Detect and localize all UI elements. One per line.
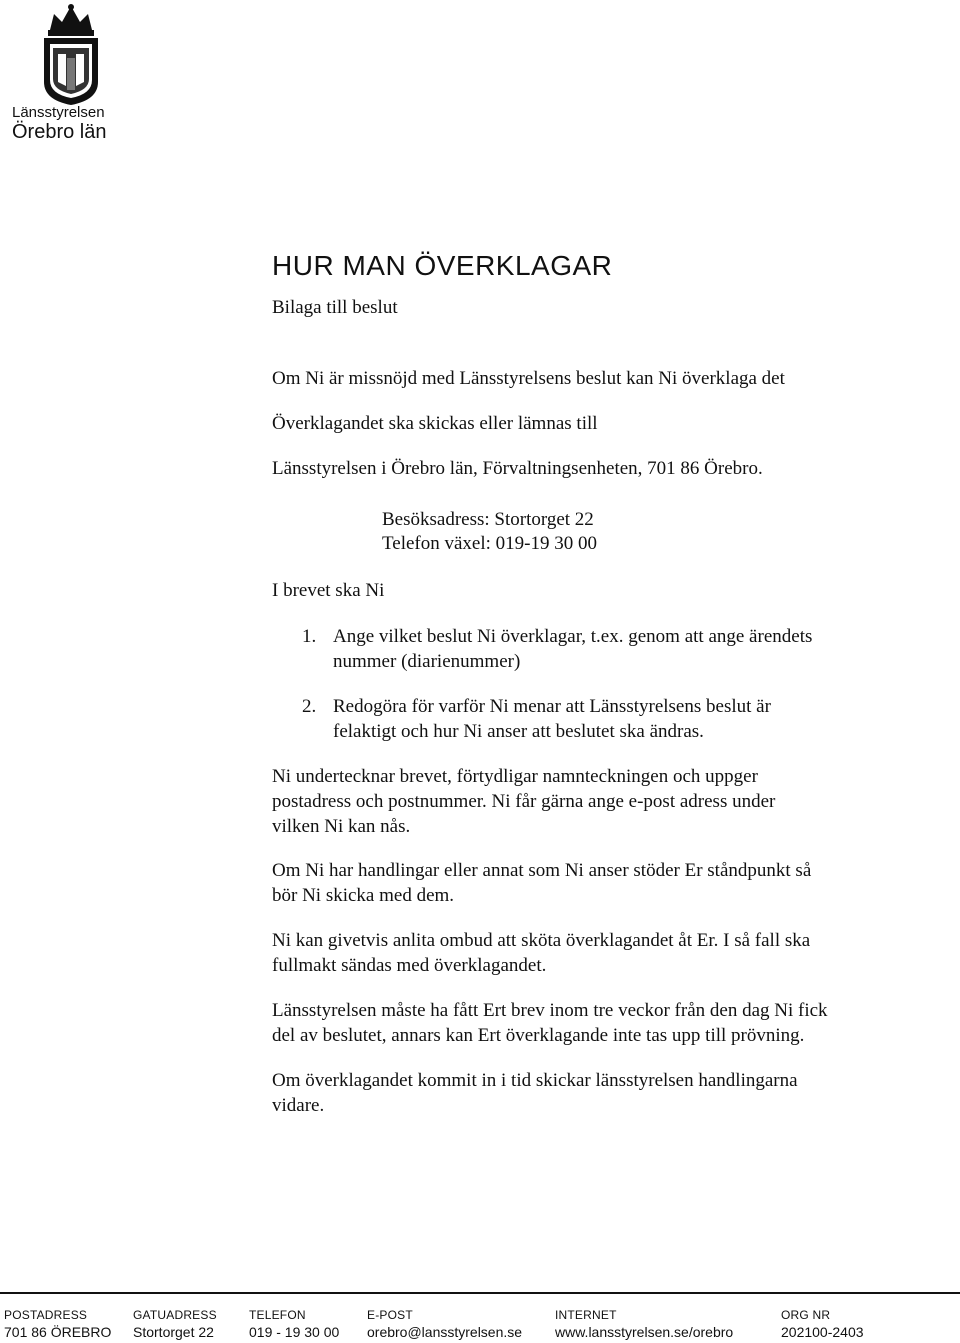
paragraph-line: Länsstyrelsen måste ha fått Ert brev inom tre veckor från den dag Ni fick bbox=[272, 1000, 828, 1021]
list-item bbox=[302, 694, 771, 744]
paragraph-line: del av beslutet, annars kan Ert överklagande inte tas upp till prövning. bbox=[272, 1025, 805, 1046]
paragraph-line: vidare. bbox=[272, 1095, 325, 1116]
footer-label: ORG NR bbox=[781, 1308, 831, 1322]
paragraph-line: Om överklagandet kommit in i tid skickar länsstyrelsen handlingarna bbox=[272, 1070, 798, 1091]
list-item-line: felaktigt och hur Ni anser att beslutet ska ändras. bbox=[333, 721, 704, 742]
list-item-line: nummer (diarienummer) bbox=[333, 651, 521, 672]
footer-value: 202100-2403 bbox=[781, 1324, 864, 1340]
document-title: HUR MAN ÖVERKLAGAR bbox=[272, 250, 613, 281]
footer-postal-address bbox=[4, 1308, 111, 1340]
document-subtitle: Bilaga till beslut bbox=[272, 297, 398, 318]
list-item bbox=[302, 624, 812, 674]
letter-intro: I brevet ska Ni bbox=[272, 580, 385, 601]
paragraph-documents bbox=[272, 858, 811, 908]
paragraph-line: bör Ni skicka med dem. bbox=[272, 885, 455, 906]
paragraph-line: postadress och postnummer. Ni får gärna ange e-post adress under bbox=[272, 791, 776, 812]
paragraph-deadline bbox=[272, 998, 828, 1048]
paragraph-line: Ni kan givetvis anlita ombud att sköta överklagandet åt Er. I så fall ska bbox=[272, 930, 811, 951]
org-name-line1: Länsstyrelsen bbox=[12, 104, 105, 121]
footer-label: E-POST bbox=[367, 1308, 413, 1322]
footer-divider bbox=[0, 1292, 960, 1294]
footer-org-number bbox=[781, 1308, 864, 1340]
coat-of-arms-icon bbox=[36, 2, 106, 106]
paragraph-signature bbox=[272, 764, 775, 839]
paragraph-line: fullmakt sändas med överklagandet. bbox=[272, 955, 547, 976]
paragraph-line: Om Ni har handlingar eller annat som Ni anser stöder Er ståndpunkt så bbox=[272, 860, 812, 881]
paragraph-line: Ni undertecknar brevet, förtydligar namnteckningen och uppger bbox=[272, 766, 758, 787]
org-name-line2: Örebro län bbox=[12, 121, 107, 144]
organization-name bbox=[12, 104, 107, 144]
recipient-address: Länsstyrelsen i Örebro län, Förvaltningsenheten, 701 86 Örebro. bbox=[272, 458, 763, 479]
footer-label: TELEFON bbox=[249, 1308, 306, 1322]
footer-email bbox=[367, 1308, 522, 1340]
footer-street-address bbox=[133, 1308, 217, 1340]
footer-label: INTERNET bbox=[555, 1308, 617, 1322]
list-number: 1. bbox=[302, 626, 317, 647]
paragraph-line: vilken Ni kan nås. bbox=[272, 816, 411, 837]
phone-number: Telefon växel: 019-19 30 00 bbox=[382, 533, 598, 554]
footer-label: GATUADRESS bbox=[133, 1308, 217, 1322]
visit-address: Besöksadress: Stortorget 22 bbox=[382, 509, 594, 530]
list-number: 2. bbox=[302, 696, 317, 717]
send-to-text: Överklagandet ska skickas eller lämnas till bbox=[272, 413, 598, 434]
list-item-line: Redogöra för varför Ni menar att Länsstyrelsens beslut är bbox=[333, 696, 771, 717]
footer-phone bbox=[249, 1308, 339, 1340]
footer-label: POSTADRESS bbox=[4, 1308, 88, 1322]
list-item-line: Ange vilket beslut Ni överklagar, t.ex. genom att ange ärendets bbox=[333, 626, 813, 647]
footer-value: 019 - 19 30 00 bbox=[249, 1324, 340, 1340]
footer-value: www.lansstyrelsen.se/orebro bbox=[555, 1324, 734, 1340]
footer-website bbox=[555, 1308, 733, 1340]
footer-value: 701 86 ÖREBRO bbox=[4, 1324, 112, 1340]
footer-value: Stortorget 22 bbox=[133, 1324, 214, 1340]
intro-text: Om Ni är missnöjd med Länsstyrelsens beslut kan Ni överklaga det bbox=[272, 368, 785, 389]
paragraph-representative bbox=[272, 928, 810, 978]
footer-value: orebro@lansstyrelsen.se bbox=[367, 1324, 523, 1340]
paragraph-forwarding bbox=[272, 1068, 798, 1118]
